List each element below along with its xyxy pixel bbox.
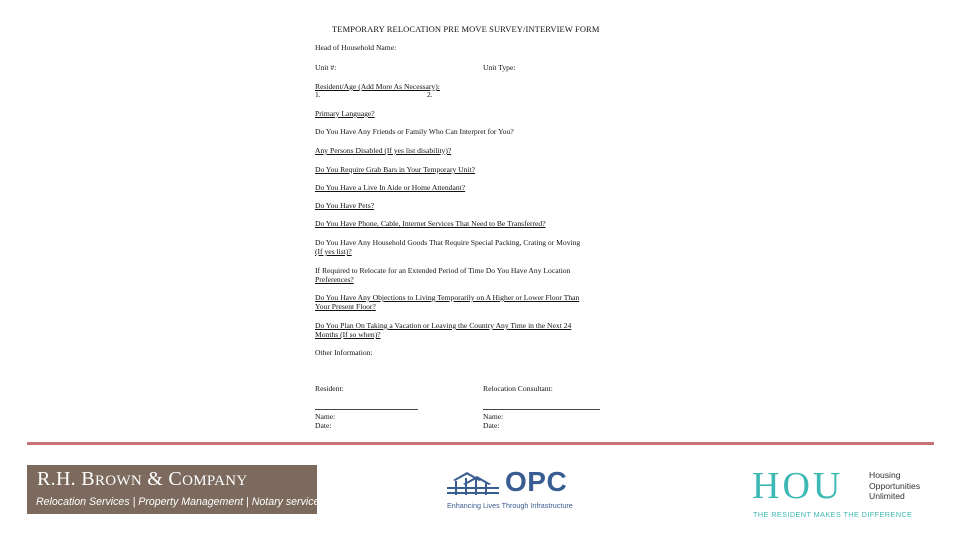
question-disabled: Any Persons Disabled (If yes list disability)?	[315, 146, 452, 155]
hou-full-name: Housing Opportunities Unlimited	[869, 470, 921, 501]
question-floor-objections-cont: Your Present Floor?	[315, 302, 376, 311]
rhbrown-name: R.H. BROWN & COMPANY	[37, 468, 248, 490]
opc-wordmark: OPC	[505, 466, 568, 497]
question-vacation: Do You Plan On Taking a Vacation or Leaving the Country Any Time in the Next 24	[315, 321, 572, 330]
question-vacation-cont: Months (If so when)?	[315, 330, 381, 339]
unit-type-label: Unit Type:	[483, 63, 516, 72]
form-title: TEMPORARY RELOCATION PRE MOVE SURVEY/INTERVIEW FORM	[332, 24, 600, 34]
hou-logo	[752, 466, 942, 520]
question-interpreter: Do You Have Any Friends or Family Who Can Interpret for You?	[315, 127, 514, 136]
footer-divider	[27, 442, 934, 445]
opc-tagline: Enhancing Lives Through Infrastructure	[447, 501, 573, 510]
resident-signature-line	[315, 409, 418, 410]
question-household-goods: Do You Have Any Household Goods That Require Special Packing, Crating or Moving	[315, 238, 581, 247]
opc-logo	[445, 468, 595, 512]
consultant-signature-line	[483, 409, 600, 410]
unit-number-label: Unit #:	[315, 63, 337, 72]
survey-form	[300, 18, 620, 436]
resident-age-label: Resident/Age (Add More As Necessary):	[315, 82, 440, 91]
resident-signature-label: Resident:	[315, 384, 344, 393]
question-live-in-aide: Do You Have a Live In Aide or Home Attendant?	[315, 183, 466, 192]
resident-name-label: Name:	[315, 412, 336, 421]
hou-wordmark: HOU	[752, 465, 844, 507]
question-pets: Do You Have Pets?	[315, 201, 375, 210]
question-primary-language	[315, 109, 375, 118]
consultant-date-label: Date:	[483, 421, 500, 430]
rhbrown-logo	[27, 465, 325, 514]
question-text: Primary Language?	[315, 109, 375, 118]
rhbrown-tagline: Relocation Services | Property Management | Notary services	[36, 496, 325, 508]
question-location-preferences-cont: Preferences?	[315, 275, 354, 284]
hou-tagline: THE RESIDENT MAKES THE DIFFERENCE	[753, 510, 913, 519]
head-of-household-label: Head of Household Name:	[315, 43, 397, 52]
resident-1-label: 1.	[315, 90, 321, 99]
question-location-preferences: If Required to Relocate for an Extended Period of Time Do You Have Any Location	[315, 266, 571, 275]
question-floor-objections: Do You Have Any Objections to Living Temporarily on A Higher or Lower Floor Than	[315, 293, 580, 302]
question-phone-services: Do You Have Phone, Cable, Internet Services That Need to Be Transferred?	[315, 219, 546, 228]
consultant-name-label: Name:	[483, 412, 504, 421]
consultant-signature-label: Relocation Consultant:	[483, 384, 553, 393]
question-household-goods-cont: (If yes list)?	[315, 247, 352, 256]
opc-bridge-icon	[445, 470, 503, 500]
other-information-label: Other Information:	[315, 348, 373, 357]
question-grab-bars: Do You Require Grab Bars in Your Temporary Unit?	[315, 165, 476, 174]
resident-date-label: Date:	[315, 421, 332, 430]
resident-2-label: 2.	[427, 90, 433, 99]
